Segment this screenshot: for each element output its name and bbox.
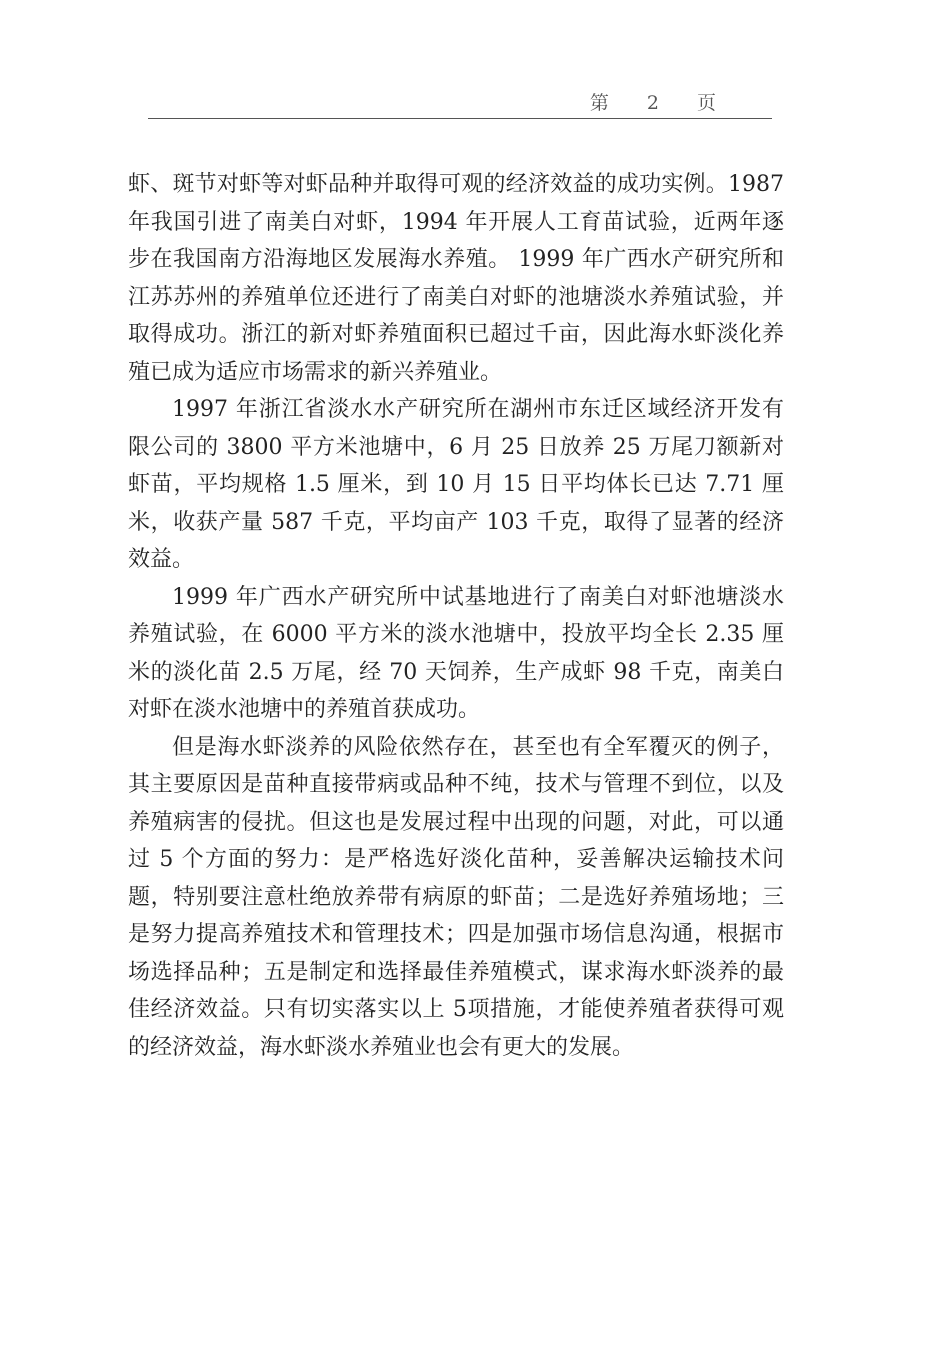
page-number: 第 2 页 [589, 92, 732, 114]
page-header [148, 86, 772, 119]
paragraph-1997-trial: 1997 年浙江省淡水水产研究所在湖州市东迁区域经济开发有限公司的 3800 平方米池塘中，6 月 25 日放养 25 万尾刀额新对虾苗，平均规格 1.5 厘米，到 10 月 15 日平均体长已达 7.71 厘米，收获产量 587 千克，平均亩产 103 千克，取得了显著的经济效益。 [128, 397, 784, 572]
paragraph-risks-measures: 但是海水虾淡养的风险依然存在，甚至也有全军覆灭的例子，其主要原因是苗种直接带病或品种不纯，技术与管理不到位，以及养殖病害的侵扰。但这也是发展过程中出现的问题，对此，可以通过 5 个方面的努力：是严格选好淡化苗种，妥善解决运输技术问题，特别要注意杜绝放养带有病原的虾苗；二是选好养殖场地；三是努力提高养殖技术和管理技术；四是加强市场信息沟通，根据市场选择品种；五是制定和选择最佳养殖模式，谋求海水虾淡养的最佳经济效益。只有切实落实以上 5项措施，才能使养殖者获得可观的经济效益，海水虾淡水养殖业也会有更大的发展。 [128, 734, 784, 1060]
paragraph-1999-trial: 1999 年广西水产研究所中试基地进行了南美白对虾池塘淡水养殖试验，在 6000 平方米的淡水池塘中，投放平均全长 2.35 厘米的淡化苗 2.5 万尾，经 70 天饲养，生产成虾 98 千克，南美白对虾在淡水池塘中的养殖首获成功。 [128, 584, 784, 722]
paragraph-continuation: 虾、斑节对虾等对虾品种并取得可观的经济效益的成功实例。1987 年我国引进了南美白对虾，1994 年开展人工育苗试验，近两年逐步在我国南方沿海地区发展海水养殖。 1999 年广西水产研究所和江苏苏州的养殖单位还进行了南美白对虾的池塘淡水养殖试验，并取得成功。浙江的新对虾养殖面积已超过千亩，因此海水虾淡化养殖已成为适应市场需求的新兴养殖业。 [128, 172, 784, 385]
body-text [128, 166, 784, 1066]
